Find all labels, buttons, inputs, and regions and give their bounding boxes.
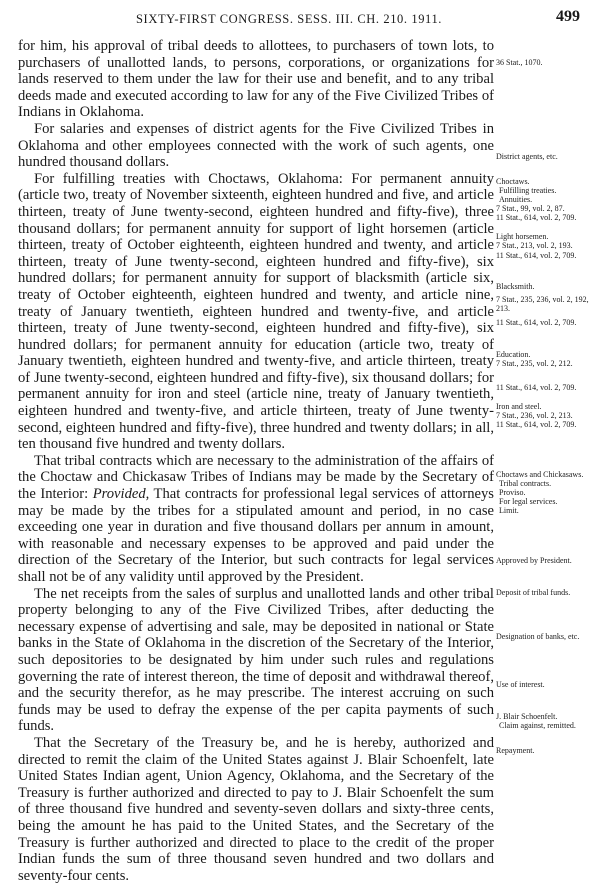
margin-note [496,177,594,222]
margin-note [496,58,594,67]
margin-note-line: 7 Stat., 235, vol. 2, 212. [496,359,573,368]
margin-note-line: 7 Stat., 213, vol. 2, 193. [496,241,573,250]
margin-note [496,295,594,313]
paragraph [18,121,494,171]
margin-note [496,251,594,260]
margin-notes [496,0,594,895]
margin-note [496,588,594,597]
margin-note [496,632,594,641]
page-number: 499 [556,8,580,25]
margin-note-line: Repayment. [496,746,535,755]
margin-note [496,152,594,161]
margin-note-line: Tribal contracts. [499,479,552,488]
paragraph-text: For fulfilling treaties with Choctaws, Oklahoma: For permanent annuity (article two, treaty of November sixteenth, eighteen hundred and five, and article thirteen, treaty of June twenty-second, eighteen hundred and fifty-five), three thousand dollars; for permanent annuity for support of light horsemen (article thirteen, treaty of October eighteenth, eighteen hundred and twenty, and article thirteen, treaty of June twenty-second, eighteen hundred and fifty-five), six hundred dollars; for permanent annuity for support of blacksmith (article six, treaty of October eighteenth, eighteen hundred and twenty, and article nine, treaty of January twentieth, eighteen hundred and twenty-five, and article thirteen, treaty of June twenty-second, eighteen hundred and fifty-five), six hundred dollars; for permanent annuity for education (article two, treaty of January twentieth, eighteen hundred and twenty-five, and article thirteen, treaty of June twenty-second, eighteen hundred and fifty-five), six thousand dollars; for permanent annuity for iron and steel (article nine, treaty of January twentieth, eighteen hundred and twenty-five, and article thirteen, treaty of June twenty-second, eighteen hundred and fifty-five), three hundred and twenty dollars; in all, ten thousand five hundred and twenty dollars. [18,170,494,453]
margin-note [496,712,594,730]
margin-note-line: Choctaws. [496,177,530,186]
margin-note [496,282,594,291]
margin-note [496,318,594,327]
paragraph [18,171,494,453]
margin-note-line: Light horsemen. [496,232,549,241]
paragraph-text: That tribal contracts which are necessary to the administration of the affairs of the Choctaw and Chickasaw Tribes of Indians may be made by the Secretary of the Interior: [18,452,494,503]
margin-note-line: Fulfilling treaties. [499,186,557,195]
margin-note [496,232,594,250]
paragraph [18,38,494,121]
margin-note-line: Blacksmith. [496,282,535,291]
margin-note-line: Choctaws and Chickasaws. [496,470,584,479]
margin-note [496,470,594,515]
paragraph [18,453,494,586]
margin-note-line: For legal services. [499,497,558,506]
paragraph-text: That the Secretary of the Treasury be, and he is hereby, authorized and directed to remit the claim of the United States against J. Blair Schoenfelt, late United States Indian agent, Union Agency, Oklahoma, and the Secretary of the Treasury is further authorized and directed to pay to J. Blair Schoenfelt the sum of three thousand five hundred and seventy-seven dollars and sixty-three cents, being the amount he has paid to the United States, and the Secretary of the Treasury is further authorized and directed to place to the credit of the proper Indian funds the sum of three thousand seven hundred and two dollars and seventy-four cents. [18,734,494,884]
margin-note [496,556,594,565]
paragraph-text: For salaries and expenses of district agents for the Five Civilized Tribes in Oklahoma and other employees connected with the work of such agents, one hundred thousand dollars. [18,120,494,171]
paragraph-text: That contracts for professional legal services of attorneys may be made by the tribes for a stipulated amount and period, in no case exceeding one year in duration and five thousand dollars per annum in amount, with reasonable and necessary expenses to be approved and paid under the direction of the Secretary of the Interior, but such contracts for legal services shall not be of any validity until approved by the President. [18,486,494,585]
margin-note-line: Limit. [499,506,519,515]
margin-note-line: 7 Stat., 235, 236, vol. 2, 192, 213. [496,295,589,313]
paragraph-text: The net receipts from the sales of surplus and unallotted lands and other tribal property belonging to any of the Five Civilized Tribes, after deducting the necessary expense of advertising and sale, may be deposited in national or State banks in the State of Oklahoma in the discretion of the Secretary of the Interior, such depositories to be designated by him under such rules and regulations governing the rate of interest thereon, the time of deposit and withdrawal thereof, and the security therefor, as he may prescribe. The interest accruing on such funds may be used to defray the expense of the per capita payments of such funds. [18,585,494,735]
margin-note [496,402,594,429]
margin-note-line: 11 Stat., 614, vol. 2, 709. [496,318,577,327]
margin-note-line: Annuities. [499,195,533,204]
margin-note-line: District agents, etc. [496,152,558,161]
margin-note-line: 11 Stat., 614, vol. 2, 709. [496,251,577,260]
margin-note-line: 11 Stat., 614, vol. 2, 709. [496,213,577,222]
margin-note-line: Education. [496,350,531,359]
margin-note [496,680,594,689]
margin-note-line: Iron and steel. [496,402,542,411]
margin-note-line: J. Blair Schoenfelt. [496,712,558,721]
paragraph [18,735,494,884]
margin-note [496,383,594,392]
margin-note-line: 36 Stat., 1070. [496,58,543,67]
running-head: SIXTY-FIRST CONGRESS. SESS. III. CH. 210. 1911. [136,12,443,26]
proviso-word: Provided, [92,486,150,503]
margin-note-line: Approved by President. [496,556,572,565]
margin-note-line: 11 Stat., 614, vol. 2, 709. [496,383,577,392]
margin-note-line: Proviso. [499,488,526,497]
paragraph-text: for him, his approval of tribal deeds to allottees, to purchasers of town lots, to purchasers of unallotted lands, to persons, corporations, or organizations for lands reserved to them under the law for their use and benefit, and to any tribal deeds made and executed according to law for any of the Five Civilized Tribes of Indians in Oklahoma. [18,38,494,121]
margin-note [496,350,594,368]
margin-note-line: Deposit of tribal funds. [496,588,571,597]
margin-note-line: 7 Stat., 99, vol. 2, 87. [496,204,565,213]
margin-note-line: Use of interest. [496,680,545,689]
main-text [18,38,494,884]
margin-note [496,746,594,755]
margin-note-line: 7 Stat., 236, vol. 2, 213. [496,411,573,420]
margin-note-line: 11 Stat., 614, vol. 2, 709. [496,420,577,429]
margin-note-line: Claim against, remitted. [499,721,576,730]
paragraph [18,586,494,735]
margin-note-line: Designation of banks, etc. [496,632,580,641]
